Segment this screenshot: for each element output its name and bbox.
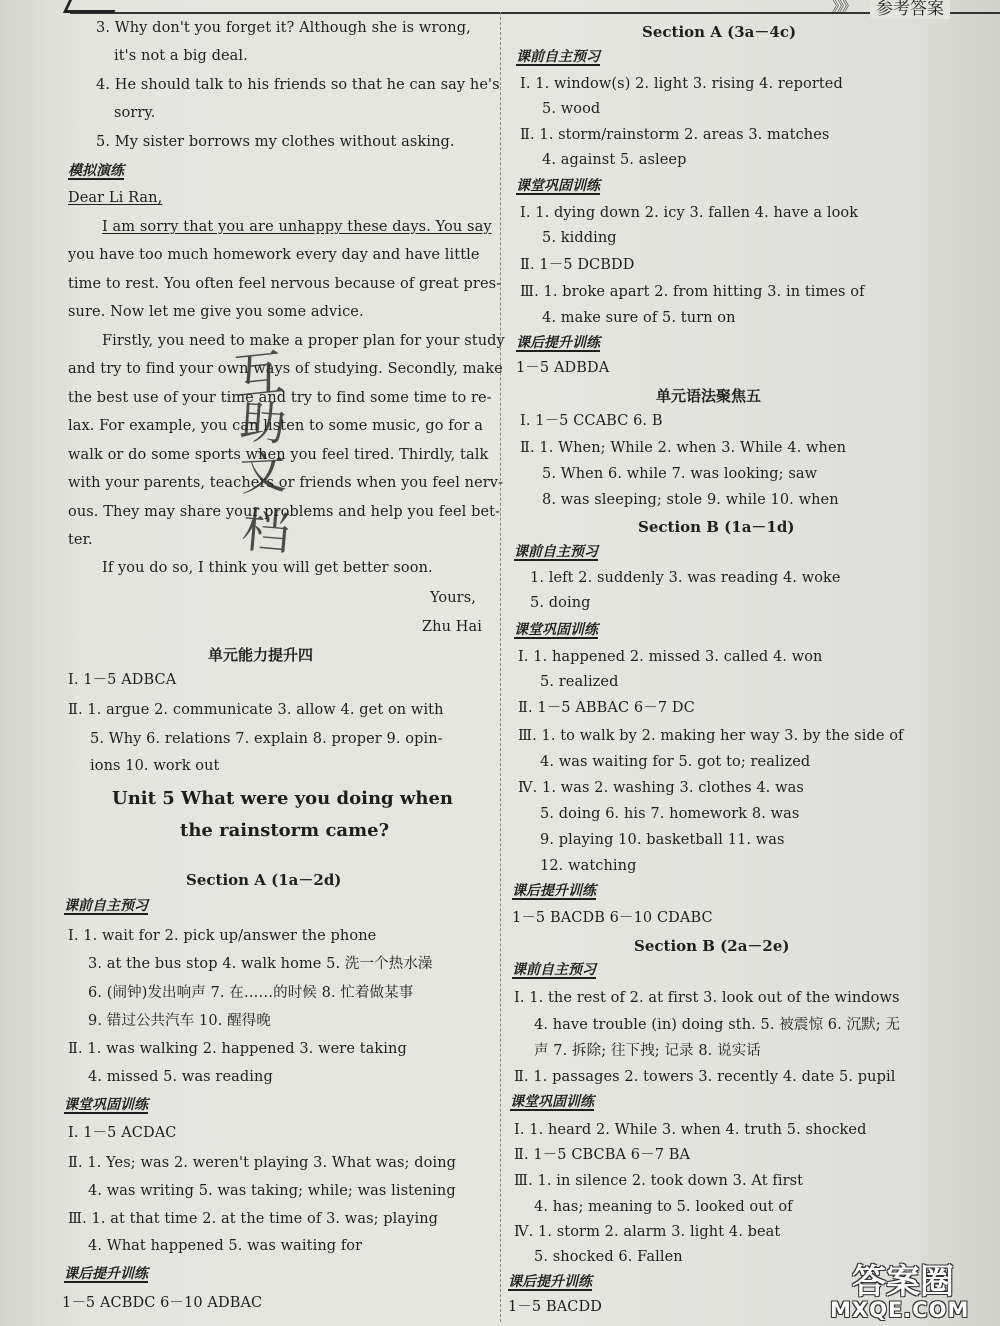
section-heading: 课堂巩固训练 [510,1094,594,1110]
answer-line: 4. He should talk to his friends so that he can say he's [96,77,500,93]
answer-line: 4. against 5. asleep [542,152,687,168]
letter-line [102,217,492,237]
answer-line: 5. When 6. while 7. was looking; saw [542,466,818,482]
answer-line: 5. Why 6. relations 7. explain 8. proper 9. opin- [90,731,443,747]
section-heading: 课堂巩固训练 [514,622,598,638]
watermark-url: MXQE.COM [830,1298,970,1322]
answer-line: Ⅰ. 1. window(s) 2. light 3. rising 4. reported [520,76,843,92]
book-logo-icon [63,0,120,13]
answer-line: Ⅲ. 1. at that time 2. at the time of 3. was; playing [68,1211,439,1227]
column-divider [500,12,502,1322]
answer-line: 5. wood [542,101,601,117]
letter-salutation: Dear Li Ran, [68,190,163,206]
unit-title: Unit 5 What were you doing when [112,788,453,809]
answer-line: 1－5 BACDD [508,1299,602,1315]
chevron-right-icon: 》》》 [832,0,854,15]
watermark-logo-text: 答案圈 [852,1262,954,1302]
section-heading: 模拟演练 [68,163,124,179]
letter-line-text: I am sorry that you are unhappy these days. You say [102,219,492,235]
answer-line: 4. was writing 5. was taking; while; was listening [88,1183,456,1199]
letter-line: the best use of your time and try to find some time to re- [68,390,492,406]
answer-line: 4. have trouble (in) doing sth. 5. 被震惊 6. 沉默; 无 [534,1017,901,1033]
grammar-section-title: 单元语法聚焦五 [656,387,762,405]
answer-line: 4. missed 5. was reading [88,1069,273,1085]
answer-line: Ⅱ. 1. passages 2. towers 3. recently 4. date 5. pupil [514,1069,896,1085]
answer-line: Ⅱ. 1－5 DCBDD [520,257,635,273]
answer-line: Ⅰ. 1. wait for 2. pick up/answer the phone [68,928,377,944]
handwritten-character: 互 [231,343,287,407]
letter-line: with your parents, teachers or friends when you feel nerv- [68,475,504,491]
answer-line: Ⅰ. 1. happened 2. missed 3. called 4. won [518,649,823,665]
answer-line: 3. Why don't you forget it? Although she is wrong, [96,20,471,36]
answer-line: Ⅰ. 1. heard 2. While 3. when 4. truth 5. shocked [514,1122,867,1138]
answer-line: 5. doing [530,595,591,611]
unit-title: the rainstorm came? [180,820,390,841]
answer-line: 5. My sister borrows my clothes without asking. [96,134,455,150]
answer-line: Ⅰ. 1－5 CCABC 6. B [520,413,663,429]
answer-line: ions 10. work out [90,758,220,774]
answer-line: Ⅱ. 1. When; While 2. when 3. While 4. when [520,440,847,456]
answer-line: Ⅱ. 1. argue 2. communicate 3. allow 4. get on with [68,702,444,718]
answer-line: it's not a big deal. [114,48,248,64]
site-watermark [766,1254,996,1324]
answer-line: Ⅱ. 1－5 CBCBA 6－7 BA [514,1147,691,1163]
letter-line: and try to find your own ways of studying. Secondly, make [68,361,503,377]
answer-line: sorry. [114,105,156,121]
section-heading: 课前自主预习 [64,898,148,914]
answer-line: 5. doing 6. his 7. homework 8. was [540,806,800,822]
section-title: Section B (2a－2e) [634,937,790,955]
answer-line: 5. kidding [542,230,617,246]
answer-line: Ⅰ. 1. the rest of 2. at first 3. look out of the windows [514,990,900,1006]
handwritten-character: 档 [239,502,293,562]
answer-line: Ⅳ. 1. was 2. washing 3. clothes 4. was [518,780,804,796]
answer-line: Ⅲ. 1. to walk by 2. making her way 3. by the side of [518,728,904,744]
handwritten-character: 文 [238,444,288,502]
section-title: Section A (1a－2d) [186,871,342,889]
answer-line: 4. What happened 5. was waiting for [88,1238,363,1254]
section-heading: 课后提升训练 [516,335,600,351]
answer-line: Ⅱ. 1. Yes; was 2. weren't playing 3. What was; doing [68,1155,457,1171]
letter-line: you have too much homework every day and have little [68,247,480,263]
letter-line: time to rest. You often feel nervous because of great pres- [68,276,502,292]
answer-line: Ⅱ. 1. was walking 2. happened 3. were taking [68,1041,407,1057]
section-heading: 课前自主预习 [516,49,600,65]
answer-line: 1－5 ADBDA [516,360,610,376]
letter-line: walk or do some sports when you feel tired. Thirdly, talk [68,447,489,463]
answer-line: Ⅱ. 1. storm/rainstorm 2. areas 3. matches [520,127,830,143]
letter-line: If you do so, I think you will get better soon. [102,560,433,576]
answer-line: 1. left 2. suddenly 3. was reading 4. woke [530,570,841,586]
answer-line: 3. at the bus stop 4. walk home 5. 洗一个热水澡 [88,956,433,972]
answer-line: 5. shocked 6. Fallen [534,1249,683,1265]
letter-line: Firstly, you need to make a proper plan for your study [102,333,505,349]
letter-closing: Yours, [430,590,476,606]
section-heading: 课前自主预习 [512,962,596,978]
answer-line: Ⅰ. 1－5 ADBCA [68,672,177,688]
section-title: Section A (3a－4c) [642,23,797,41]
letter-line: lax. For example, you can listen to some music, go for a [68,418,484,434]
section-heading: 课后提升训练 [64,1266,148,1282]
answer-line: 1－5 BACDB 6－10 CDABC [512,910,713,926]
answer-line: 4. has; meaning to 5. looked out of [534,1199,793,1215]
answer-line: Ⅱ. 1－5 ABBAC 6－7 DC [518,700,695,716]
section-title: Section B (1a－1d) [638,518,795,536]
answer-line: 9. playing 10. basketball 11. was [540,832,785,848]
answer-line: 4. was waiting for 5. got to; realized [540,754,811,770]
unit-review-title: 单元能力提升四 [208,646,314,664]
section-heading: 课堂巩固训练 [516,178,600,194]
answer-line: 12. watching [540,858,637,874]
section-heading: 课前自主预习 [514,544,598,560]
answer-line: Ⅲ. 1. broke apart 2. from hitting 3. in times of [520,284,865,300]
answer-line: 声 7. 拆除; 往下拽; 记录 8. 说实话 [534,1043,761,1059]
letter-line: ous. They may share your problems and help you feel bet- [68,504,501,520]
letter-signature: Zhu Hai [422,619,482,635]
answer-line: Ⅰ. 1. dying down 2. icy 3. fallen 4. have a look [520,205,859,221]
handwritten-character: 助 [238,394,288,452]
letter-line: ter. [68,532,93,548]
letter-line: sure. Now let me give you some advice. [68,304,364,320]
section-heading: 课后提升训练 [512,883,596,899]
answer-line: Ⅰ. 1－5 ACDAC [68,1125,177,1141]
answer-line: 4. make sure of 5. turn on [542,310,736,326]
answer-line: 5. realized [540,674,619,690]
answer-line: 9. 错过公共汽车 10. 醒得晚 [88,1013,271,1029]
answer-line: 8. was sleeping; stole 9. while 10. when [542,492,839,508]
answer-line: Ⅳ. 1. storm 2. alarm 3. light 4. beat [514,1224,781,1240]
section-heading: 课堂巩固训练 [64,1097,148,1113]
answer-line: Ⅲ. 1. in silence 2. took down 3. At first [514,1173,804,1189]
header-rule [70,0,1000,14]
section-heading: 课后提升训练 [508,1274,592,1290]
page-title: 参考答案 [870,0,950,19]
answer-line: 6. (闹钟)发出响声 7. 在……的时候 8. 忙着做某事 [88,985,414,1001]
answer-line: 1－5 ACBDC 6－10 ADBAC [62,1295,263,1311]
